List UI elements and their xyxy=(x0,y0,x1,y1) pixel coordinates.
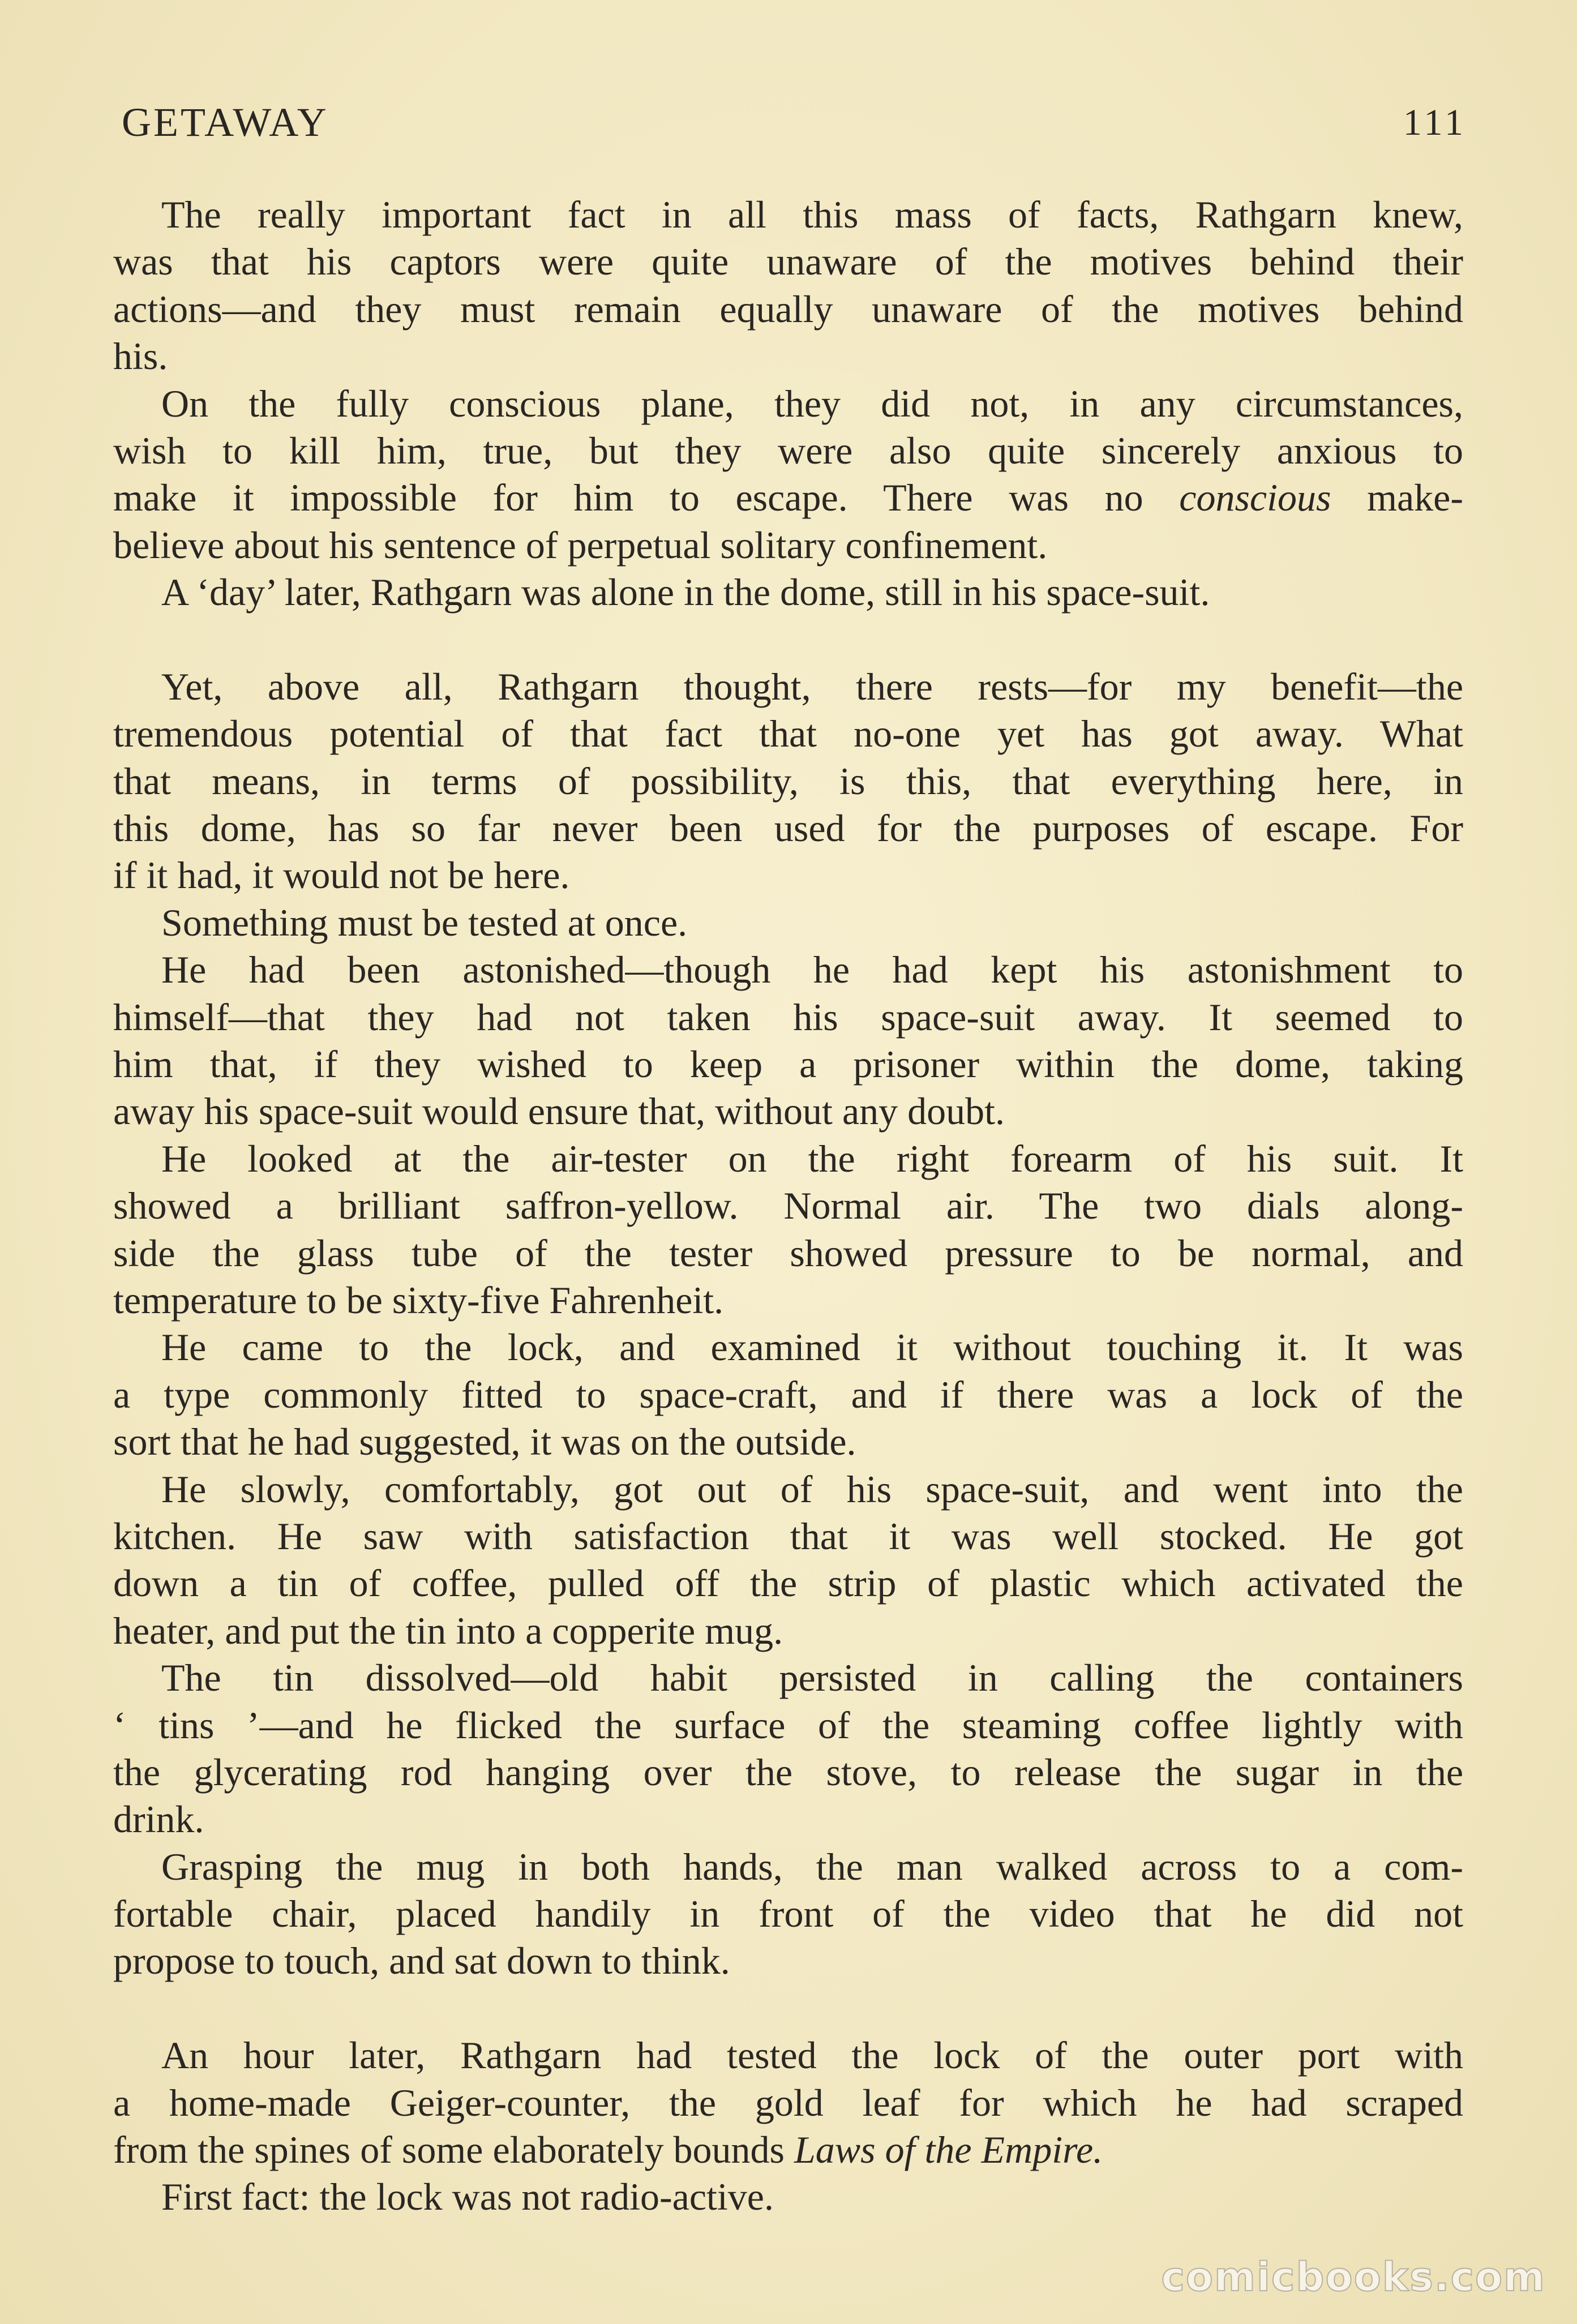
text-line: this dome, has so far never been used for the purposes of escape. For xyxy=(113,807,1463,850)
text-line: if it had, it would not be here. xyxy=(113,854,570,897)
text-line: tremendous potential of that fact that no-one yet has got away. What xyxy=(113,712,1463,756)
body-text xyxy=(113,191,1463,2221)
text-line: actions—and they must remain equally unaware of the motives behind xyxy=(113,287,1463,331)
text-line: down a tin of coffee, pulled off the strip of plastic which activated the xyxy=(113,1562,1463,1605)
text-line: fortable chair, placed handily in front of the video that he did not xyxy=(113,1892,1463,1936)
section-break xyxy=(113,1985,1463,2032)
text-line: Something must be tested at once. xyxy=(161,901,688,944)
running-head xyxy=(122,99,1467,150)
text-line: that means, in terms of possibility, is this, that everything here, in xyxy=(113,759,1463,803)
text-line: He had been astonished—though he had kept his astonishment to xyxy=(161,948,1463,992)
text-line: heater, and put the tin into a copperite mug. xyxy=(113,1609,783,1652)
text-segment: make it impossible for him to escape. There was no xyxy=(113,476,1180,520)
text-line: He came to the lock, and examined it without touching it. It was xyxy=(161,1326,1463,1369)
text-line: side the glass tube of the tester showed pressure to be normal, and xyxy=(113,1231,1463,1275)
text-line: The really important fact in all this mass of facts, Rathgarn knew, xyxy=(161,193,1463,236)
text-line: propose to touch, and sat down to think. xyxy=(113,1939,730,1983)
text-line: the glycerating rod hanging over the stove, to release the sugar in the xyxy=(113,1750,1463,1794)
text-line: Grasping the mug in both hands, the man walked across to a com- xyxy=(161,1845,1463,1888)
text-segment: make- xyxy=(1331,476,1463,520)
watermark-logo: comicbooks.com xyxy=(1161,2254,1546,2300)
text-line: The tin dissolved—old habit persisted in calling the containers xyxy=(161,1656,1463,1700)
text-line: Yet, above all, Rathgarn thought, there rests—for my benefit—the xyxy=(161,664,1463,708)
text-line: An hour later, Rathgarn had tested the lock of the outer port with xyxy=(161,2034,1463,2077)
text-line: his. xyxy=(113,335,168,378)
text-line xyxy=(113,2126,1463,2173)
text-line: wish to kill him, true, but they were also quite sincerely anxious to xyxy=(113,428,1463,472)
text-line: He slowly, comfortably, got out of his space-suit, and went into the xyxy=(161,1467,1463,1511)
text-segment: from the spines of some elaborately bounds xyxy=(113,2128,794,2172)
text-line: drink. xyxy=(113,1798,204,1841)
text-line: believe about his sentence of perpetual solitary confinement. xyxy=(113,523,1048,567)
text-line: A ‘day’ later, Rathgarn was alone in the dome, still in his space-suit. xyxy=(161,571,1210,614)
italic-title: Laws of the Empire. xyxy=(794,2128,1103,2172)
text-line: was that his captors were quite unaware of the motives behind their xyxy=(113,240,1463,284)
text-line: sort that he had suggested, it was on the outside. xyxy=(113,1420,856,1464)
text-line: temperature to be sixty-five Fahrenheit. xyxy=(113,1278,724,1322)
running-title: GETAWAY xyxy=(122,100,329,145)
text-line: himself—that they had not taken his space-suit away. It seemed to xyxy=(113,995,1463,1039)
text-line: He looked at the air-tester on the right forearm of his suit. It xyxy=(161,1137,1463,1180)
text-line: a home-made Geiger-counter, the gold leaf for which he had scraped xyxy=(113,2081,1463,2124)
text-line xyxy=(113,474,1463,521)
italic-word: conscious xyxy=(1179,476,1331,520)
text-line: him that, if they wished to keep a prisoner within the dome, taking xyxy=(113,1043,1463,1086)
text-line: ‘ tins ’—and he flicked the surface of the steaming coffee lightly with xyxy=(113,1703,1463,1747)
text-line: First fact: the lock was not radio-active. xyxy=(161,2175,774,2219)
text-line: a type commonly fitted to space-craft, and if there was a lock of the xyxy=(113,1373,1463,1416)
page-number: 111 xyxy=(1403,102,1467,143)
text-line: showed a brilliant saffron-yellow. Normal air. The two dials along- xyxy=(113,1184,1463,1228)
text-line: On the fully conscious plane, they did not, in any circumstances, xyxy=(161,381,1463,425)
text-line: kitchen. He saw with satisfaction that it was well stocked. He got xyxy=(113,1514,1463,1558)
text-line: away his space-suit would ensure that, without any doubt. xyxy=(113,1090,1005,1133)
section-break xyxy=(113,616,1463,663)
